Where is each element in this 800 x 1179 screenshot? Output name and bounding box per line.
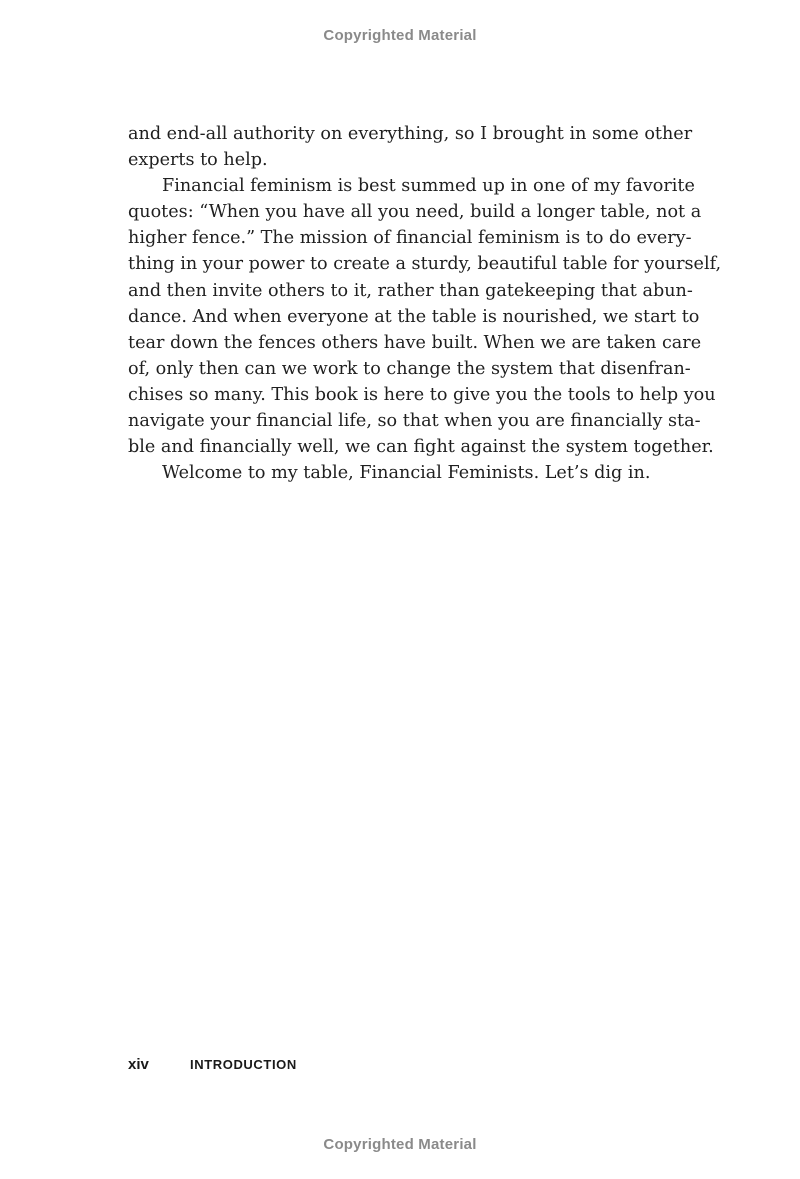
- text-line: navigate your financial life, so that when you are financially sta-: [128, 411, 701, 432]
- text-line: of, only then can we work to change the system that disenfran-: [128, 358, 691, 379]
- body-text: [128, 121, 722, 486]
- page-footer: [128, 1056, 297, 1076]
- text-line: experts to help.: [128, 150, 268, 171]
- running-head: INTRODUCTION: [190, 1057, 297, 1072]
- copyright-watermark-top: Copyrighted Material: [323, 27, 477, 44]
- page-number: xiv: [128, 1056, 149, 1073]
- text-line: chises so many. This book is here to give you the tools to help you: [128, 384, 716, 405]
- text-line: thing in your power to create a sturdy, beautiful table for yourself,: [128, 254, 722, 275]
- text-line: dance. And when everyone at the table is nourished, we start to: [128, 306, 700, 327]
- text-line: higher fence.” The mission of financial feminism is to do every-: [128, 228, 692, 249]
- text-line: ble and financially well, we can fight against the system together.: [128, 437, 714, 458]
- text-line: and then invite others to it, rather than gatekeeping that abun-: [128, 280, 693, 301]
- text-line: quotes: “When you have all you need, build a longer table, not a: [128, 202, 702, 223]
- text-line: tear down the fences others have built. When we are taken care: [128, 332, 702, 353]
- text-line: Welcome to my table, Financial Feminists. Let’s dig in.: [162, 463, 651, 484]
- text-line: Financial feminism is best summed up in one of my favorite: [162, 176, 695, 197]
- text-line: and end-all authority on everything, so I brought in some other: [128, 124, 693, 144]
- copyright-watermark-bottom: Copyrighted Material: [323, 1136, 477, 1153]
